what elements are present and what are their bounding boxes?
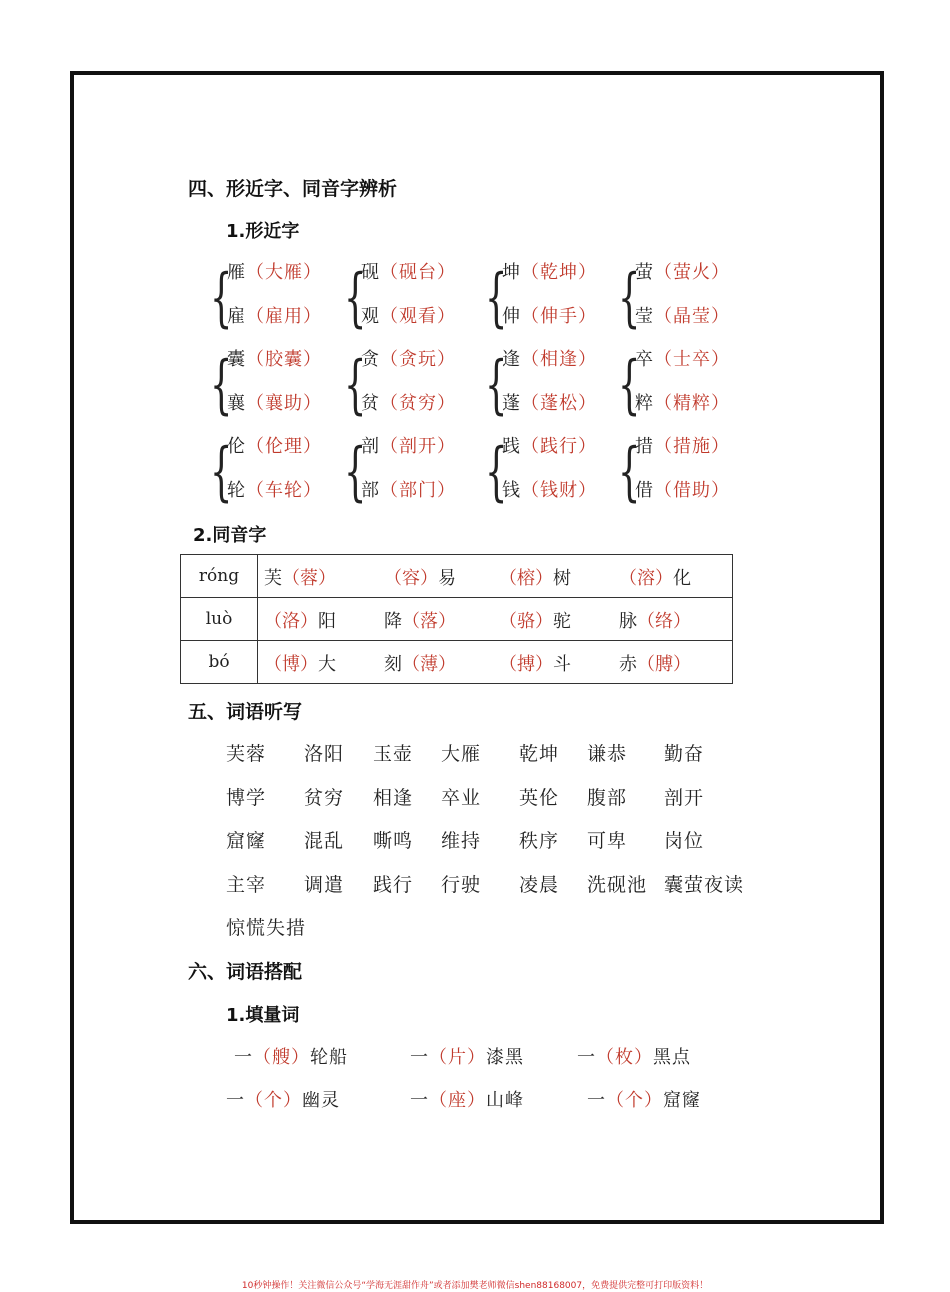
footer-note: 10秒钟操作！关注微信公众号“学海无涯甜作舟”或者添加樊老师微信shen88168007，免费提供完整可打印版资料！ [241,1281,709,1291]
measure-post: 黑点 [653,1047,691,1068]
homophone-answer: （落） [402,611,456,632]
similar-char: 借 [635,480,654,501]
measure-pre: 一 [587,1090,606,1111]
measure-pre: 一 [410,1047,429,1068]
similar-char-item [635,389,730,415]
similar-char-item [635,258,730,284]
similar-char-item [502,476,597,502]
similar-char-item [502,258,597,284]
similar-char-item [635,432,730,458]
dictation-word: 囊萤夜读 [664,873,745,896]
similar-char: 襄 [227,393,246,414]
similar-char-item [502,432,597,458]
similar-char: 措 [635,436,654,457]
similar-char-answer: （士卒） [654,349,730,370]
homophone-answer: （络） [637,611,691,632]
similar-char-answer: （蓬松） [521,393,597,414]
homophone-post: 斗 [553,654,571,675]
homophone-post: 树 [553,568,571,589]
homophone-items-inner [264,650,732,674]
dictation-word: 玉壶 [373,743,414,765]
dictation-word: 主宰 [226,873,267,896]
measure-pre: 一 [226,1090,245,1111]
similar-char-item [361,302,456,328]
similar-char-answer: （措施） [654,436,730,457]
homophone-pre: 刻 [384,654,402,675]
measure-pre: 一 [410,1090,429,1111]
similar-char-item [361,389,456,415]
dictation-word: 惊慌失措 [226,917,307,939]
homophone-pre: 脉 [619,611,637,632]
similar-char-item [227,345,322,371]
pinyin-cell: bó [181,641,258,684]
similar-char-answer: （大雁） [246,262,322,283]
measure-item [410,1043,524,1069]
measure-post: 窟窿 [663,1090,701,1111]
homophone-items-inner [264,607,732,631]
similar-char-answer: （襄助） [246,393,322,414]
homophone-pre: 降 [384,611,402,632]
measure-item [410,1086,524,1112]
similar-char-answer: （萤火） [654,262,730,283]
homophone-answer: （搏） [499,654,553,675]
homophone-item [619,607,691,633]
similar-char-answer: （钱财） [521,480,597,501]
similar-char-answer: （部门） [380,480,456,501]
similar-char-answer: （剖开） [380,436,456,457]
pair-brace: { [344,348,367,422]
similar-char: 萤 [635,262,654,283]
similar-char-item [635,302,730,328]
similar-char-answer: （精粹） [654,393,730,414]
measure-answer: （个） [606,1090,663,1111]
similar-char-item [635,476,730,502]
dictation-word: 卒业 [441,786,482,809]
dictation-word: 博学 [226,786,267,809]
pair-brace: { [344,435,367,509]
similar-char-answer: （伸手） [521,306,597,327]
similar-char: 雇 [227,306,246,327]
similar-char: 逢 [502,349,521,370]
dictation-word: 芙蓉 [226,743,267,765]
similar-char-item [635,345,730,371]
homophone-item [499,564,571,590]
measure-answer: （片） [429,1047,486,1068]
similar-char-answer: （践行） [521,436,597,457]
dictation-word: 剖开 [664,786,705,809]
homophone-answer: （容） [384,568,438,589]
similar-char-answer: （贫穷） [380,393,456,414]
homophone-items-inner [264,564,732,588]
section4-sub1: 1.形近字 [226,221,300,242]
pair-brace: { [485,348,508,422]
measure-post: 漆黑 [486,1047,524,1068]
similar-char: 观 [361,306,380,327]
measure-item [234,1043,348,1069]
homophone-row [181,598,733,641]
dictation-word: 英伦 [519,786,560,809]
dictation-word: 秩序 [519,830,560,852]
similar-char: 莹 [635,306,654,327]
homophone-answer: （溶） [619,568,673,589]
dictation-word: 混乱 [304,830,345,852]
similar-char-item [502,389,597,415]
homophone-item [264,650,336,676]
measure-post: 幽灵 [302,1090,340,1111]
similar-char: 蓬 [502,393,521,414]
similar-char-item [361,258,456,284]
pinyin-cell: luò [181,598,258,641]
dictation-word: 维持 [441,830,482,852]
homophone-row [181,641,733,684]
similar-char-item [361,432,456,458]
dictation-word: 洗砚池 [587,873,648,896]
homophone-post: 易 [438,568,456,589]
section6-title: 六、词语搭配 [188,961,303,983]
measure-post: 轮船 [310,1047,348,1068]
similar-char: 伦 [227,436,246,457]
homophone-item [264,607,336,633]
pair-brace: { [210,435,233,509]
dictation-word: 行驶 [441,873,482,896]
homophone-table [180,554,733,684]
dictation-word: 窟窿 [226,830,267,852]
similar-char-answer: （雇用） [246,306,322,327]
homophone-answer: （榕） [499,568,553,589]
similar-char-answer: （伦理） [246,436,322,457]
homophone-pre: 芙 [264,568,282,589]
similar-char: 雁 [227,262,246,283]
dictation-word: 谦恭 [587,743,628,765]
similar-char-item [227,302,322,328]
homophone-items [258,555,733,598]
homophone-answer: （薄） [402,654,456,675]
similar-char-answer: （车轮） [246,480,322,501]
similar-char-item [227,432,322,458]
measure-pre: 一 [234,1047,253,1068]
homophone-item [384,650,456,676]
pair-brace: { [485,261,508,335]
pair-brace: { [618,348,641,422]
homophone-answer: （蓉） [282,568,336,589]
similar-char: 钱 [502,480,521,501]
similar-char-answer: （观看） [380,306,456,327]
pinyin-cell: róng [181,555,258,598]
homophone-items [258,641,733,684]
measure-item [577,1043,691,1069]
similar-char: 轮 [227,480,246,501]
pair-brace: { [344,261,367,335]
similar-char-answer: （贪玩） [380,349,456,370]
similar-char-answer: （砚台） [380,262,456,283]
similar-char: 伸 [502,306,521,327]
measure-post: 山峰 [486,1090,524,1111]
homophone-item [619,650,691,676]
homophone-item [264,564,336,590]
measure-answer: （枚） [596,1047,653,1068]
similar-char-answer: （晶莹） [654,306,730,327]
homophone-item [384,564,456,590]
homophone-items [258,598,733,641]
pair-brace: { [618,435,641,509]
similar-char: 囊 [227,349,246,370]
similar-char-answer: （胶囊） [246,349,322,370]
homophone-item [384,607,456,633]
dictation-word: 践行 [373,873,414,896]
pair-brace: { [485,435,508,509]
measure-item [587,1086,701,1112]
similar-char-answer: （乾坤） [521,262,597,283]
similar-char: 剖 [361,436,380,457]
homophone-post: 化 [673,568,691,589]
similar-char: 践 [502,436,521,457]
pair-brace: { [618,261,641,335]
dictation-word: 相逢 [373,786,414,809]
similar-char: 砚 [361,262,380,283]
similar-char: 贫 [361,393,380,414]
section4-title: 四、形近字、同音字辨析 [188,178,398,200]
similar-char-item [502,345,597,371]
homophone-answer: （骆） [499,611,553,632]
measure-pre: 一 [577,1047,596,1068]
homophone-item [619,564,691,590]
section4-sub2: 2.同音字 [193,525,267,546]
similar-char: 卒 [635,349,654,370]
measure-answer: （个） [245,1090,302,1111]
homophone-post: 阳 [318,611,336,632]
dictation-word: 调遣 [304,873,345,896]
homophone-row [181,555,733,598]
section5-title: 五、词语听写 [188,701,303,723]
homophone-post: 大 [318,654,336,675]
section6-sub1: 1.填量词 [226,1005,300,1026]
dictation-word: 腹部 [587,786,628,809]
homophone-answer: （膊） [637,654,691,675]
similar-char-item [361,345,456,371]
homophone-post: 驼 [553,611,571,632]
measure-answer: （座） [429,1090,486,1111]
similar-char-item [227,258,322,284]
homophone-item [499,650,571,676]
dictation-word: 大雁 [441,743,482,765]
similar-char-answer: （借助） [654,480,730,501]
similar-char-item [227,389,322,415]
dictation-word: 嘶鸣 [373,830,414,852]
dictation-word: 凌晨 [519,873,560,896]
homophone-answer: （洛） [264,611,318,632]
similar-char: 贪 [361,349,380,370]
similar-char-item [361,476,456,502]
dictation-word: 乾坤 [519,743,560,765]
similar-char: 粹 [635,393,654,414]
dictation-word: 勤奋 [664,743,705,765]
similar-char: 坤 [502,262,521,283]
pair-brace: { [210,348,233,422]
similar-char-item [502,302,597,328]
homophone-answer: （博） [264,654,318,675]
dictation-word: 洛阳 [304,743,345,765]
measure-item [226,1086,340,1112]
pair-brace: { [210,261,233,335]
dictation-word: 贫穷 [304,786,345,809]
similar-char-item [227,476,322,502]
similar-char-answer: （相逢） [521,349,597,370]
dictation-word: 可卑 [587,830,628,852]
dictation-word: 岗位 [664,830,705,852]
homophone-pre: 赤 [619,654,637,675]
measure-answer: （艘） [253,1047,310,1068]
homophone-item [499,607,571,633]
similar-char: 部 [361,480,380,501]
